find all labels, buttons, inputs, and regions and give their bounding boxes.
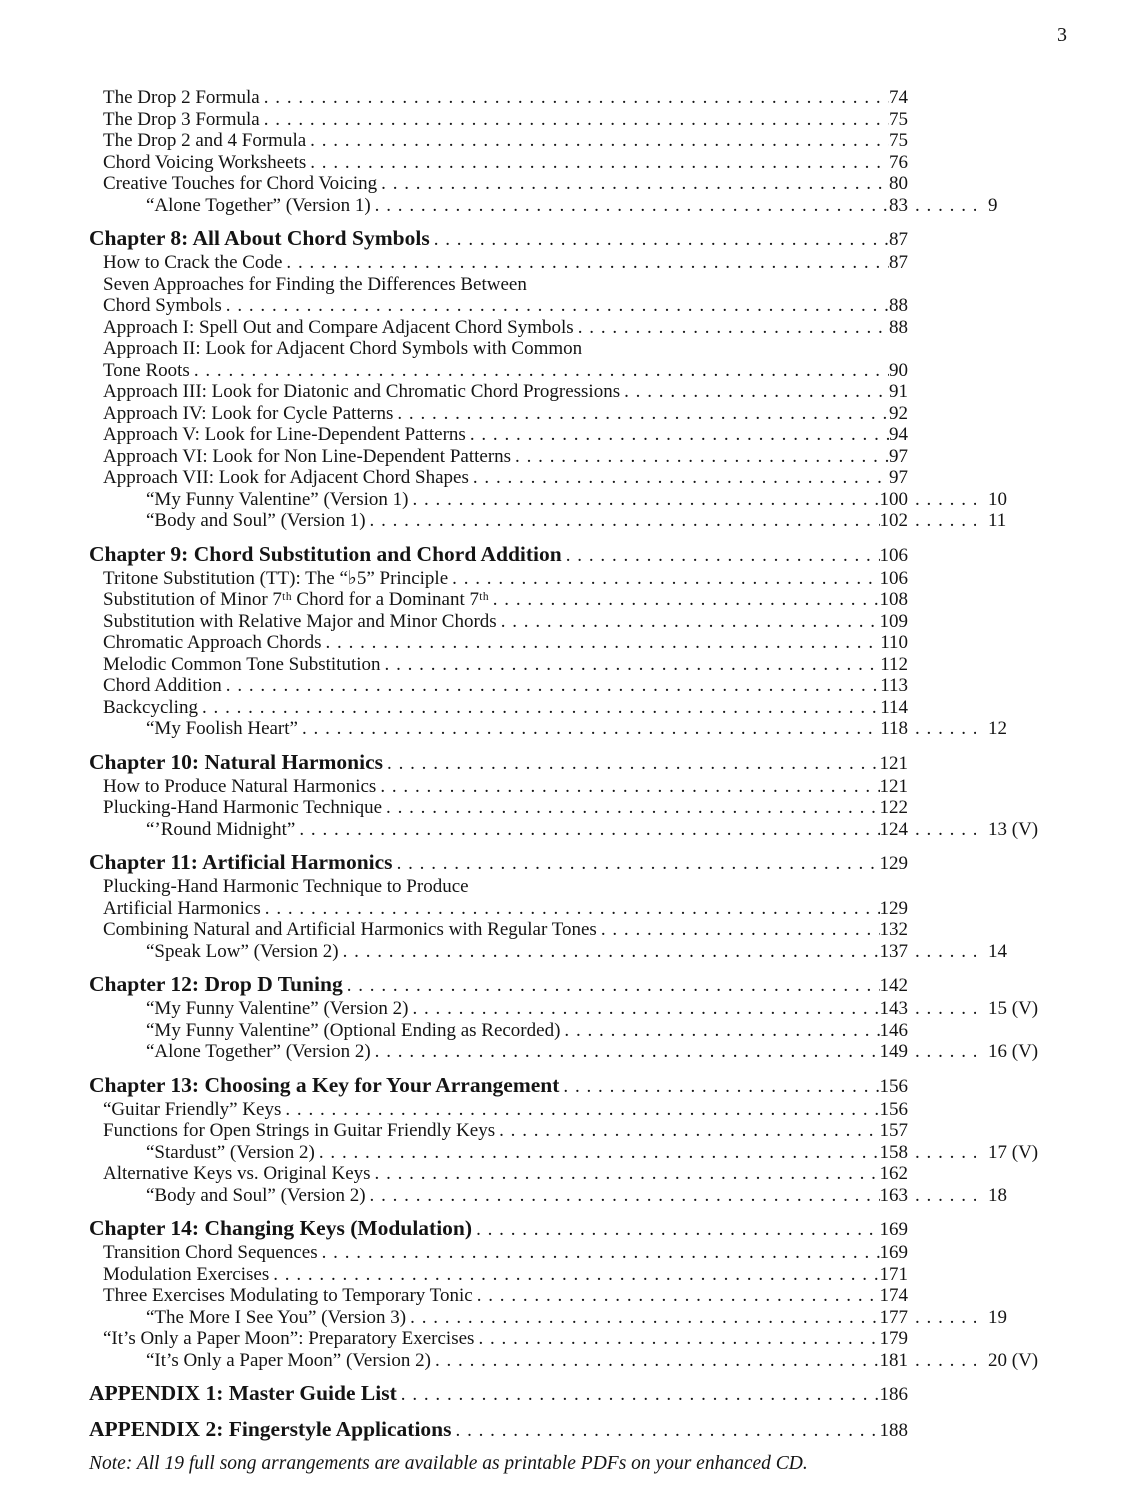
dot-leader xyxy=(408,998,879,1020)
track-number: 14 xyxy=(988,940,1007,962)
dot-leader xyxy=(318,1242,880,1264)
toc-row xyxy=(89,1073,1045,1099)
track-dot-leader xyxy=(908,1185,976,1207)
track-number: 13 (V) xyxy=(988,818,1039,840)
track-number: 16 (V) xyxy=(988,1041,1039,1062)
toc-row xyxy=(89,998,1045,1020)
toc-entry-title: Transition Chord Sequences xyxy=(103,1242,318,1263)
toc-entry-page: 90 xyxy=(889,359,908,381)
toc-entry-title: “Alone Together” (Version 2) xyxy=(146,1041,371,1062)
toc-entry-title: Chapter 13: Choosing a Key for Your Arrangement xyxy=(89,1072,560,1097)
toc-entry-page: 108 xyxy=(879,589,908,610)
dot-leader xyxy=(343,972,880,998)
toc-entry-page: 156 xyxy=(879,1075,908,1097)
track-dot-leader xyxy=(908,1350,976,1372)
toc-entry-title: Chord Voicing Worksheets xyxy=(103,151,307,173)
toc-entry-page: 186 xyxy=(879,1384,908,1405)
toc-row xyxy=(89,1242,1045,1264)
dot-leader xyxy=(574,317,889,339)
toc-row xyxy=(89,1099,1045,1121)
track-zone xyxy=(908,718,1045,740)
toc-entry-page: 106 xyxy=(879,544,908,566)
toc-entry-title: Chapter 14: Changing Keys (Modulation) xyxy=(89,1216,473,1240)
dot-leader xyxy=(306,130,889,152)
toc-row xyxy=(89,489,1045,511)
toc-entry-page: 146 xyxy=(879,1019,908,1041)
toc-entry-page: 94 xyxy=(889,424,908,445)
toc-entry-title: Functions for Open Strings in Guitar Friendly Keys xyxy=(103,1120,496,1141)
track-number: 11 xyxy=(988,510,1007,531)
dot-leader xyxy=(406,1307,879,1329)
toc-entry-title: Alternative Keys vs. Original Keys xyxy=(103,1163,371,1184)
toc-entry-page: 157 xyxy=(879,1120,908,1141)
dot-leader xyxy=(366,510,880,532)
toc-entry-title: Chapter 12: Drop D Tuning xyxy=(89,972,343,996)
dot-leader xyxy=(222,675,880,697)
toc-entry-title: Approach I: Spell Out and Compare Adjacent Chord Symbols xyxy=(103,316,574,338)
toc-entry-page: 97 xyxy=(889,445,908,467)
toc-entry-page: 132 xyxy=(879,919,908,940)
toc-entry-page: 171 xyxy=(879,1263,908,1285)
toc-row xyxy=(89,252,1045,274)
toc-entry-title: Approach IV: Look for Cycle Patterns xyxy=(103,402,394,424)
toc-entry-page: 169 xyxy=(879,1219,908,1240)
toc-row xyxy=(89,152,1045,174)
toc-row xyxy=(89,510,1045,532)
toc-entry-title: The Drop 3 Formula xyxy=(103,108,260,130)
toc-row xyxy=(89,226,1045,252)
toc-row xyxy=(89,1216,1045,1242)
dot-leader xyxy=(260,109,889,131)
track-dot-leader xyxy=(908,1307,976,1329)
toc-entry-page: 113 xyxy=(880,675,908,696)
toc-row xyxy=(89,919,1045,941)
toc-entry-title: “Alone Together” (Version 1) xyxy=(146,194,371,216)
toc-row xyxy=(89,1185,1045,1207)
dot-leader xyxy=(466,424,889,446)
toc-row xyxy=(89,424,1045,446)
toc-entry-page: 109 xyxy=(879,610,908,632)
toc-entry-title: Approach V: Look for Line-Dependent Patterns xyxy=(103,424,466,445)
toc-entry-page: 87 xyxy=(889,229,908,250)
toc-entry-title: Chord Addition xyxy=(103,675,222,696)
dot-leader xyxy=(620,381,889,403)
dot-leader xyxy=(472,1216,879,1242)
track-dot-leader xyxy=(908,718,976,740)
dot-leader xyxy=(371,1041,880,1063)
toc-row xyxy=(89,750,1045,776)
dot-leader xyxy=(562,542,880,568)
toc-entry-page: 124 xyxy=(879,818,908,840)
toc-row xyxy=(89,338,1045,360)
toc-entry-title: Plucking-Hand Harmonic Technique xyxy=(103,797,383,818)
dot-leader xyxy=(282,252,889,274)
track-zone xyxy=(908,1350,1045,1372)
toc-row xyxy=(89,1264,1045,1286)
toc-entry-page: 156 xyxy=(879,1098,908,1120)
toc-row xyxy=(89,317,1045,339)
toc-row xyxy=(89,1142,1045,1164)
toc-entry-title: Approach III: Look for Diatonic and Chromatic Chord Progressions xyxy=(103,381,621,402)
track-dot-leader xyxy=(908,510,976,532)
dot-leader xyxy=(198,697,880,719)
toc-entry-title: Modulation Exercises xyxy=(103,1263,270,1285)
toc-entry-page: 74 xyxy=(889,87,908,108)
dot-leader xyxy=(559,1073,879,1099)
toc-entry-page: 75 xyxy=(889,108,908,130)
toc-entry-title: “Stardust” (Version 2) xyxy=(146,1141,315,1163)
dot-leader xyxy=(381,654,881,676)
toc-entry-title: Tone Roots xyxy=(103,359,190,381)
toc-entry-page: 106 xyxy=(879,567,908,589)
toc-entry-page: 91 xyxy=(889,381,908,402)
track-zone xyxy=(908,510,1045,532)
toc-entry-page: 88 xyxy=(889,316,908,338)
toc-entry-page: 142 xyxy=(879,975,908,996)
dot-leader xyxy=(495,1120,879,1142)
dot-leader xyxy=(430,226,889,252)
toc-row xyxy=(89,446,1045,468)
track-number: 20 (V) xyxy=(988,1349,1039,1371)
toc-entry-page: 76 xyxy=(889,151,908,173)
toc-entry-page: 174 xyxy=(879,1285,908,1306)
toc-entry-page: 129 xyxy=(879,897,908,919)
track-dot-leader xyxy=(908,1142,976,1164)
toc-entry-title: Chapter 8: All About Chord Symbols xyxy=(89,226,430,250)
toc-entry-page: 122 xyxy=(879,797,908,818)
toc-entry-title: Approach VI: Look for Non Line-Dependent Patterns xyxy=(103,445,512,467)
toc-entry-title: “Speak Low” (Version 2) xyxy=(146,940,339,962)
track-number: 12 xyxy=(988,718,1007,739)
dot-leader xyxy=(511,446,889,468)
toc-entry-title: Approach VII: Look for Adjacent Chord Shapes xyxy=(103,467,469,488)
toc-entry-title: Substitution with Relative Major and Minor Chords xyxy=(103,610,497,632)
toc-row xyxy=(89,381,1045,403)
toc-entry-title: How to Produce Natural Harmonics xyxy=(103,775,377,797)
dot-leader xyxy=(489,589,880,611)
dot-leader xyxy=(295,819,879,841)
track-number: 9 xyxy=(988,194,998,216)
track-number: 19 xyxy=(988,1306,1007,1328)
dot-leader xyxy=(366,1185,880,1207)
toc-row xyxy=(89,173,1045,195)
toc-entry-title: APPENDIX 2: Fingerstyle Applications xyxy=(89,1417,452,1441)
toc-row xyxy=(89,1307,1045,1329)
toc-entry-title: “My Foolish Heart” xyxy=(146,718,298,739)
toc-entry-page: 110 xyxy=(880,632,908,653)
toc-entry-title: “Guitar Friendly” Keys xyxy=(103,1098,282,1120)
toc-row xyxy=(89,589,1045,611)
dot-leader xyxy=(469,467,889,489)
toc-row xyxy=(89,1120,1045,1142)
toc-row xyxy=(89,797,1045,819)
toc-entry-title: Substitution of Minor 7ᵗʰ Chord for a Dominant 7ᵗʰ xyxy=(103,589,489,610)
toc-row xyxy=(89,295,1045,317)
toc-row xyxy=(89,1020,1045,1042)
track-number: 15 (V) xyxy=(988,998,1039,1019)
toc-entry-page: 121 xyxy=(879,752,908,774)
toc-entry-title: Backcycling xyxy=(103,696,198,718)
dot-leader xyxy=(448,568,879,590)
toc-row xyxy=(89,941,1045,963)
track-zone xyxy=(908,941,1045,963)
toc-row xyxy=(89,876,1045,898)
toc-row xyxy=(89,697,1045,719)
dot-leader xyxy=(261,898,880,920)
toc-entry-page: 177 xyxy=(879,1306,908,1328)
dot-leader xyxy=(560,1020,879,1042)
toc-row xyxy=(89,675,1045,697)
toc-entry-title: “My Funny Valentine” (Version 2) xyxy=(146,998,409,1019)
dot-leader xyxy=(382,797,879,819)
toc-row xyxy=(89,611,1045,633)
toc-entry-page: 179 xyxy=(879,1328,908,1349)
toc-entry-title: Three Exercises Modulating to Temporary Tonic xyxy=(103,1285,473,1306)
dot-leader xyxy=(397,1381,880,1407)
dot-leader xyxy=(393,850,880,876)
dot-leader xyxy=(383,750,879,776)
toc-entry-title: The Drop 2 Formula xyxy=(103,87,260,108)
toc-entry-title: Chapter 9: Chord Substitution and Chord Addition xyxy=(89,541,562,566)
toc-entry-page: 118 xyxy=(880,718,908,739)
toc-row xyxy=(89,87,1045,109)
toc-row xyxy=(89,542,1045,568)
toc-entry-title: Tritone Substitution (TT): The “♭5” Principle xyxy=(103,567,449,589)
dot-leader xyxy=(298,718,880,740)
toc-entry-page: 149 xyxy=(879,1041,908,1062)
toc-entry-title: “It’s Only a Paper Moon”: Preparatory Exercises xyxy=(103,1328,475,1349)
toc-entry-title: Artificial Harmonics xyxy=(103,897,261,919)
dot-leader xyxy=(269,1264,879,1286)
toc-row xyxy=(89,718,1045,740)
toc-row xyxy=(89,819,1045,841)
toc-entry-page: 188 xyxy=(879,1420,908,1441)
dot-leader xyxy=(371,195,889,217)
toc-entry-page: 80 xyxy=(889,173,908,194)
track-number: 10 xyxy=(988,488,1007,510)
toc-entry-title: “Body and Soul” (Version 1) xyxy=(146,510,366,531)
track-zone xyxy=(908,195,1045,217)
toc-entry-page: 100 xyxy=(879,488,908,510)
toc-entry-title: “My Funny Valentine” (Optional Ending as Recorded) xyxy=(146,1019,561,1041)
toc-row xyxy=(89,195,1045,217)
toc-row xyxy=(89,1417,1045,1443)
dot-leader xyxy=(408,489,879,511)
toc-entry-page: 129 xyxy=(879,853,908,874)
toc-entry-title: “The More I See You” (Version 3) xyxy=(146,1306,407,1328)
dot-leader xyxy=(597,919,880,941)
toc-entry-title: “Body and Soul” (Version 2) xyxy=(146,1184,366,1206)
toc-entry-title: How to Crack the Code xyxy=(103,252,283,273)
toc-entry-page: 83 xyxy=(889,194,908,216)
toc-entry-title: Chapter 11: Artificial Harmonics xyxy=(89,850,393,874)
toc-entry-page: 162 xyxy=(879,1163,908,1184)
toc-row xyxy=(89,632,1045,654)
track-number: 18 xyxy=(988,1184,1007,1206)
toc-row xyxy=(89,1163,1045,1185)
footer-note: Note: All 19 full song arrangements are available as printable PDFs on your enhanced CD. xyxy=(89,1453,808,1474)
toc-row xyxy=(89,1285,1045,1307)
toc-entry-title: Chord Symbols xyxy=(103,295,222,316)
toc-row xyxy=(89,403,1045,425)
toc-row xyxy=(89,467,1045,489)
toc-entry-title: The Drop 2 and 4 Formula xyxy=(103,130,307,151)
toc-entry-title: Creative Touches for Chord Voicing xyxy=(103,173,378,194)
track-number: 17 (V) xyxy=(988,1141,1039,1163)
dot-leader xyxy=(377,173,889,195)
track-dot-leader xyxy=(908,998,976,1020)
dot-leader xyxy=(474,1328,879,1350)
toc-entry-page: 102 xyxy=(879,510,908,531)
toc-row xyxy=(89,568,1045,590)
dot-leader xyxy=(315,1142,880,1164)
dot-leader xyxy=(339,941,880,963)
page-number: 3 xyxy=(1057,24,1067,46)
track-dot-leader xyxy=(908,1041,976,1063)
toc-entry-title: “’Round Midnight” xyxy=(146,818,296,840)
toc-entry-page: 88 xyxy=(889,295,908,316)
toc-entry-title: “My Funny Valentine” (Version 1) xyxy=(146,488,409,510)
track-zone xyxy=(908,1307,1045,1329)
toc-row xyxy=(89,972,1045,998)
toc-entry-title: Plucking-Hand Harmonic Technique to Produce xyxy=(103,876,469,897)
toc-entry-page: 181 xyxy=(879,1349,908,1371)
dot-leader xyxy=(190,360,889,382)
dot-leader xyxy=(473,1285,880,1307)
toc-entry-title: “It’s Only a Paper Moon” (Version 2) xyxy=(146,1349,431,1371)
track-dot-leader xyxy=(908,819,976,841)
toc-entry-page: 143 xyxy=(879,998,908,1019)
toc-row xyxy=(89,274,1045,296)
toc-entry-page: 163 xyxy=(879,1184,908,1206)
toc-row xyxy=(89,1381,1045,1407)
toc-entry-title: Seven Approaches for Finding the Differences Between xyxy=(103,273,527,295)
toc-entry-title: Combining Natural and Artificial Harmonics with Regular Tones xyxy=(103,919,597,940)
dot-leader xyxy=(321,632,880,654)
track-dot-leader xyxy=(908,489,976,511)
toc-entry-page: 97 xyxy=(889,467,908,488)
toc-entry-page: 87 xyxy=(889,252,908,273)
track-zone xyxy=(908,1185,1045,1207)
dot-leader xyxy=(222,295,889,317)
toc-entry-title: Chapter 10: Natural Harmonics xyxy=(89,749,384,774)
toc-row xyxy=(89,776,1045,798)
toc-row xyxy=(89,1041,1045,1063)
toc-entry-page: 121 xyxy=(879,775,908,797)
toc-entry-page: 112 xyxy=(880,653,908,675)
toc-entry-page: 92 xyxy=(889,402,908,424)
dot-leader xyxy=(281,1099,879,1121)
toc-row xyxy=(89,130,1045,152)
dot-leader xyxy=(497,611,880,633)
toc-entry-page: 75 xyxy=(889,130,908,151)
toc-entry-title: APPENDIX 1: Master Guide List xyxy=(89,1381,397,1405)
dot-leader xyxy=(376,776,879,798)
toc-entry-page: 158 xyxy=(879,1141,908,1163)
track-zone xyxy=(908,998,1045,1020)
toc-row xyxy=(89,1350,1045,1372)
toc-row xyxy=(89,850,1045,876)
track-zone xyxy=(908,819,1045,841)
dot-leader xyxy=(306,152,889,174)
toc-row xyxy=(89,109,1045,131)
toc-list xyxy=(89,87,1125,1443)
toc-row xyxy=(89,1328,1045,1350)
dot-leader xyxy=(452,1417,880,1443)
toc-row xyxy=(89,898,1045,920)
track-zone xyxy=(908,1142,1045,1164)
dot-leader xyxy=(371,1163,880,1185)
track-dot-leader xyxy=(908,941,976,963)
dot-leader xyxy=(260,87,889,109)
toc-entry-title: Melodic Common Tone Substitution xyxy=(103,653,381,675)
track-zone xyxy=(908,489,1045,511)
dot-leader xyxy=(431,1350,880,1372)
dot-leader xyxy=(393,403,889,425)
toc-row xyxy=(89,360,1045,382)
track-dot-leader xyxy=(908,195,976,217)
toc-entry-page: 137 xyxy=(879,940,908,962)
toc-row xyxy=(89,654,1045,676)
toc-entry-title: Approach II: Look for Adjacent Chord Symbols with Common xyxy=(103,338,583,359)
track-zone xyxy=(908,1041,1045,1063)
toc-entry-page: 114 xyxy=(880,696,908,718)
toc-entry-page: 169 xyxy=(879,1242,908,1263)
toc-entry-title: Chromatic Approach Chords xyxy=(103,632,322,653)
